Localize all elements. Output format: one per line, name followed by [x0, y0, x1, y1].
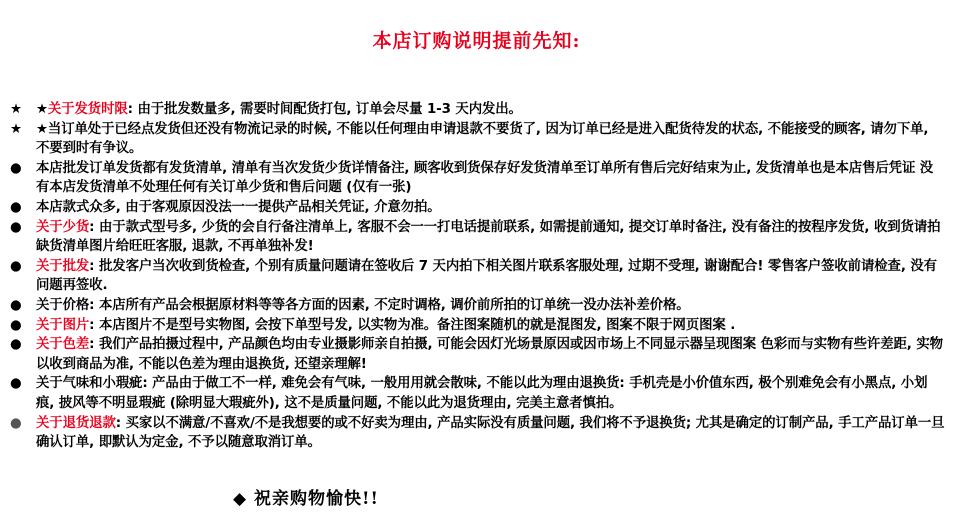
list-item [10, 120, 945, 159]
item-text: 本店批发订单发货都有发货清单, 清单有当次发货少货详情备注, 顾客收到货保存好发货清单至订单所有售后完好结束为止, 发货清单也是本店售后凭证 没有本店发货清单不处理任何有关订单少货和售后问题 (仅有一张) [36, 160, 934, 196]
list-item [10, 257, 945, 296]
bullet-icon: ● [10, 160, 22, 176]
star-icon: ★ [10, 121, 22, 137]
notice-list [10, 100, 945, 453]
list-item [10, 414, 945, 453]
page-title: 本店订购说明提前先知: [372, 30, 581, 52]
star-icon: ★ [36, 102, 48, 117]
item-label: 关于退货退款 [36, 415, 116, 431]
list-item [10, 296, 945, 316]
item-text: : 由于批发数量多, 需要时间配货打包, 订单会尽量 1-3 天内发出。 [127, 102, 522, 117]
item-text: : 批发客户当次收到货检查, 个别有质量问题请在签收后 7 天内拍下相关图片联系客服处理, 过期不受理, 谢谢配合! 零售客户签收前请检查, 没有问题再签收. [36, 258, 937, 294]
list-item [10, 335, 945, 374]
list-item [10, 198, 945, 218]
item-text: : 由于款式型号多, 少货的会自行备注清单上, 客服不会一一打电话提前联系, 如需提前通知, 提交订单时备注, 没有备注的按程序发货, 收到货请拍缺货清单图片给旺旺客服, 退款, 不再单独补发! [36, 219, 941, 255]
list-item [10, 374, 945, 413]
item-text: : 买家以不满意/不喜欢/不是我想要的或不好卖为理由, 产品实际没有质量问题, 我们将不予退换货; 尤其是确定的订制产品, 手工产品订单一旦确认订单, 即默认为定金, 不予以随意取消订单。 [36, 415, 945, 451]
footer-greeting: ◆ 祝亲购物愉快!! [233, 489, 379, 509]
star-icon: ★ [36, 121, 48, 137]
list-item [10, 218, 945, 257]
bullet-icon: ● [10, 219, 22, 235]
item-label: 关于发货时限 [47, 102, 128, 117]
item-label: 关于色差 [36, 337, 90, 353]
item-text: : 本店图片不是型号实物图, 会按下单型号发, 以实物为准。备注图案随机的就是混图发, 图案不限于网页图案 . [89, 317, 736, 333]
item-text: 当订单处于已经点发货但还没有物流记录的时候, 不能以任何理由申请退款不要货了, 因为订单已经是进入配货待发的状态, 不能接受的顾客, 请勿下单, 不要到时有争议。 [36, 121, 929, 157]
list-item [10, 100, 945, 120]
item-text: 关于气味和小瑕疵: 产品由于做工不一样, 难免会有气味, 一般用用就会散味, 不能以此为理由退换货: 手机壳是小价值东西, 极个别难免会有小黑点, 小划痕, 披风等不明显瑕疵 (除明显大瑕疵外), 这不是质量问题, 不能以此为退货理由, 完美主意者慎拍。 [36, 376, 928, 411]
item-text: 本店款式众多, 由于客观原因没法一一提供产品相关凭证, 介意勿拍。 [36, 199, 441, 215]
item-text: : 我们产品拍摄过程中, 产品颜色均由专业摄影师亲自拍摄, 可能会因灯光场景原因或因市场上不同显示器呈现图案 色彩而与实物有些许差距, 实物以收到商品为准, 不能以色差为理由退换货, 还望亲理解! [36, 337, 943, 372]
list-item [10, 316, 945, 336]
list-item [10, 159, 945, 198]
item-label: 关于图片 [36, 317, 90, 333]
bullet-icon: ● [10, 337, 22, 353]
bullet-icon: ● [10, 317, 22, 333]
item-label: 关于批发 [36, 258, 90, 274]
item-label: 关于少货 [36, 219, 90, 235]
bullet-icon: ● [10, 415, 22, 431]
bullet-icon: ● [10, 376, 22, 392]
item-text: 关于价格: 本店所有产品会根据原材料等等各方面的因素, 不定时调格, 调价前所拍的订单统一没办法补差价格。 [36, 297, 690, 313]
star-icon: ★ [10, 102, 22, 117]
bullet-icon: ● [10, 297, 22, 313]
bullet-icon: ● [10, 199, 22, 215]
bullet-icon: ● [10, 258, 22, 274]
